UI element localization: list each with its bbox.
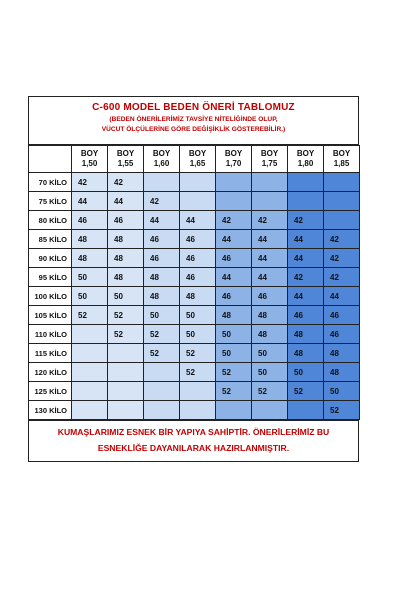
size-cell: 42 bbox=[216, 211, 252, 230]
header-row bbox=[29, 146, 360, 173]
column-header-1 bbox=[108, 146, 144, 173]
column-header-2 bbox=[144, 146, 180, 173]
column-header-top: BOY bbox=[188, 149, 207, 158]
size-cell: 48 bbox=[108, 249, 144, 268]
size-cell: 50 bbox=[144, 306, 180, 325]
size-cell bbox=[288, 192, 324, 211]
size-cell bbox=[252, 401, 288, 420]
header-corner bbox=[29, 146, 72, 173]
column-header-3 bbox=[180, 146, 216, 173]
column-header-height: 1,55 bbox=[117, 159, 134, 168]
footer-line-2: ESNEKLİĞE DAYANILARAK HAZIRLANMIŞTIR. bbox=[97, 443, 290, 453]
size-cell bbox=[252, 173, 288, 192]
size-cell: 52 bbox=[288, 382, 324, 401]
size-cell bbox=[180, 173, 216, 192]
size-cell: 46 bbox=[216, 249, 252, 268]
size-cell: 44 bbox=[216, 230, 252, 249]
size-cell: 48 bbox=[108, 268, 144, 287]
table-row bbox=[29, 230, 360, 249]
size-cell: 52 bbox=[180, 363, 216, 382]
column-header-5 bbox=[252, 146, 288, 173]
size-cell bbox=[72, 382, 108, 401]
size-cell bbox=[144, 363, 180, 382]
table-row bbox=[29, 382, 360, 401]
title-box bbox=[29, 97, 358, 145]
size-cell bbox=[180, 401, 216, 420]
row-weight-label: 130 KİLO bbox=[29, 401, 72, 420]
table-row bbox=[29, 249, 360, 268]
table-row bbox=[29, 363, 360, 382]
column-header-height: 1,70 bbox=[225, 159, 242, 168]
size-cell: 52 bbox=[216, 363, 252, 382]
size-cell: 44 bbox=[180, 211, 216, 230]
size-cell: 42 bbox=[72, 173, 108, 192]
size-cell bbox=[144, 382, 180, 401]
chart-title: C-600 MODEL BEDEN ÖNERİ TABLOMUZ bbox=[92, 102, 295, 113]
size-cell: 50 bbox=[180, 325, 216, 344]
size-cell: 48 bbox=[324, 344, 360, 363]
size-cell: 46 bbox=[324, 306, 360, 325]
size-cell: 46 bbox=[144, 230, 180, 249]
table-row bbox=[29, 401, 360, 420]
size-cell bbox=[252, 192, 288, 211]
size-cell: 42 bbox=[252, 211, 288, 230]
size-cell: 46 bbox=[288, 306, 324, 325]
size-cell: 50 bbox=[216, 344, 252, 363]
size-cell: 48 bbox=[216, 306, 252, 325]
column-header-height: 1,75 bbox=[261, 159, 278, 168]
footer-note bbox=[29, 420, 358, 461]
chart-subtitle-line-1: (BEDEN ÖNERİLERİMİZ TAVSİYE NİTELİĞİNDE OLUP, bbox=[109, 116, 278, 123]
column-header-top: BOY bbox=[332, 149, 351, 158]
size-cell: 48 bbox=[144, 287, 180, 306]
size-table bbox=[28, 145, 360, 420]
size-cell: 52 bbox=[144, 325, 180, 344]
size-chart bbox=[28, 96, 359, 462]
size-cell: 46 bbox=[180, 230, 216, 249]
column-header-top: BOY bbox=[296, 149, 315, 158]
column-header-height: 1,85 bbox=[333, 159, 350, 168]
table-row bbox=[29, 306, 360, 325]
size-cell bbox=[72, 401, 108, 420]
size-cell: 52 bbox=[144, 344, 180, 363]
size-cell: 48 bbox=[144, 268, 180, 287]
size-cell: 48 bbox=[252, 306, 288, 325]
table-body bbox=[29, 173, 360, 420]
size-cell: 52 bbox=[252, 382, 288, 401]
column-header-top: BOY bbox=[260, 149, 279, 158]
size-cell bbox=[72, 325, 108, 344]
row-weight-label: 70 KİLO bbox=[29, 173, 72, 192]
size-cell: 44 bbox=[144, 211, 180, 230]
size-cell: 44 bbox=[252, 230, 288, 249]
size-cell: 50 bbox=[216, 325, 252, 344]
size-cell: 44 bbox=[108, 192, 144, 211]
size-cell: 46 bbox=[324, 325, 360, 344]
row-weight-label: 90 KİLO bbox=[29, 249, 72, 268]
size-cell: 50 bbox=[288, 363, 324, 382]
size-cell: 42 bbox=[324, 268, 360, 287]
size-cell: 52 bbox=[72, 306, 108, 325]
size-cell bbox=[288, 401, 324, 420]
chart-subtitle-line-2: VÜCUT ÖLÇÜLERİNE GÖRE DEĞİŞİKLİK GÖSTEREBİLİR.) bbox=[101, 126, 286, 133]
size-cell: 50 bbox=[324, 382, 360, 401]
column-header-7 bbox=[324, 146, 360, 173]
size-cell: 44 bbox=[288, 249, 324, 268]
size-cell: 44 bbox=[288, 230, 324, 249]
size-cell bbox=[324, 173, 360, 192]
size-cell bbox=[216, 173, 252, 192]
size-cell: 42 bbox=[324, 249, 360, 268]
column-header-height: 1,50 bbox=[81, 159, 98, 168]
column-header-top: BOY bbox=[224, 149, 243, 158]
table-row bbox=[29, 173, 360, 192]
size-cell bbox=[216, 192, 252, 211]
column-header-height: 1,80 bbox=[297, 159, 314, 168]
size-cell: 44 bbox=[252, 268, 288, 287]
table-row bbox=[29, 211, 360, 230]
size-cell: 48 bbox=[108, 230, 144, 249]
size-cell: 42 bbox=[324, 230, 360, 249]
size-cell: 42 bbox=[144, 192, 180, 211]
row-weight-label: 115 KİLO bbox=[29, 344, 72, 363]
row-weight-label: 110 KİLO bbox=[29, 325, 72, 344]
size-cell: 50 bbox=[252, 344, 288, 363]
size-cell bbox=[72, 363, 108, 382]
size-cell: 46 bbox=[180, 268, 216, 287]
column-header-top: BOY bbox=[152, 149, 171, 158]
column-header-top: BOY bbox=[80, 149, 99, 158]
size-cell: 48 bbox=[72, 230, 108, 249]
size-cell bbox=[144, 173, 180, 192]
size-cell: 48 bbox=[288, 325, 324, 344]
size-cell: 52 bbox=[216, 382, 252, 401]
size-cell: 50 bbox=[72, 287, 108, 306]
size-cell: 44 bbox=[288, 287, 324, 306]
row-weight-label: 80 KİLO bbox=[29, 211, 72, 230]
size-cell bbox=[324, 211, 360, 230]
size-cell bbox=[180, 382, 216, 401]
table-row bbox=[29, 344, 360, 363]
row-weight-label: 100 KİLO bbox=[29, 287, 72, 306]
size-cell: 52 bbox=[108, 306, 144, 325]
size-cell: 48 bbox=[72, 249, 108, 268]
size-cell: 48 bbox=[252, 325, 288, 344]
size-cell: 42 bbox=[288, 211, 324, 230]
size-cell: 50 bbox=[252, 363, 288, 382]
size-cell: 50 bbox=[180, 306, 216, 325]
column-header-0 bbox=[72, 146, 108, 173]
table-row bbox=[29, 192, 360, 211]
size-cell: 44 bbox=[252, 249, 288, 268]
column-header-height: 1,60 bbox=[153, 159, 170, 168]
table-row bbox=[29, 268, 360, 287]
column-header-top: BOY bbox=[116, 149, 135, 158]
size-cell: 48 bbox=[180, 287, 216, 306]
size-cell: 46 bbox=[180, 249, 216, 268]
size-cell bbox=[72, 344, 108, 363]
size-cell: 52 bbox=[180, 344, 216, 363]
size-cell: 44 bbox=[216, 268, 252, 287]
size-cell: 48 bbox=[324, 363, 360, 382]
size-cell bbox=[288, 173, 324, 192]
size-cell: 46 bbox=[144, 249, 180, 268]
size-cell bbox=[324, 192, 360, 211]
size-cell bbox=[108, 382, 144, 401]
column-header-4 bbox=[216, 146, 252, 173]
size-cell: 46 bbox=[72, 211, 108, 230]
size-cell: 50 bbox=[108, 287, 144, 306]
row-weight-label: 125 KİLO bbox=[29, 382, 72, 401]
size-cell: 46 bbox=[108, 211, 144, 230]
size-cell: 52 bbox=[324, 401, 360, 420]
size-cell bbox=[144, 401, 180, 420]
column-header-height: 1,65 bbox=[189, 159, 206, 168]
size-cell: 50 bbox=[72, 268, 108, 287]
size-cell bbox=[108, 344, 144, 363]
size-cell: 44 bbox=[72, 192, 108, 211]
size-cell: 44 bbox=[324, 287, 360, 306]
size-cell bbox=[108, 363, 144, 382]
row-weight-label: 85 KİLO bbox=[29, 230, 72, 249]
size-cell bbox=[216, 401, 252, 420]
row-weight-label: 120 KİLO bbox=[29, 363, 72, 382]
table-row bbox=[29, 325, 360, 344]
size-cell bbox=[108, 401, 144, 420]
footer-line-1: KUMAŞLARIMIZ ESNEK BİR YAPIYA SAHİPTİR. ÖNERİLERİMİZ BU bbox=[57, 427, 330, 437]
size-cell: 46 bbox=[252, 287, 288, 306]
row-weight-label: 95 KİLO bbox=[29, 268, 72, 287]
size-cell: 52 bbox=[108, 325, 144, 344]
row-weight-label: 105 KİLO bbox=[29, 306, 72, 325]
size-cell: 42 bbox=[288, 268, 324, 287]
row-weight-label: 75 KİLO bbox=[29, 192, 72, 211]
table-row bbox=[29, 287, 360, 306]
size-cell: 42 bbox=[108, 173, 144, 192]
size-cell bbox=[180, 192, 216, 211]
size-cell: 48 bbox=[288, 344, 324, 363]
column-header-6 bbox=[288, 146, 324, 173]
size-cell: 46 bbox=[216, 287, 252, 306]
